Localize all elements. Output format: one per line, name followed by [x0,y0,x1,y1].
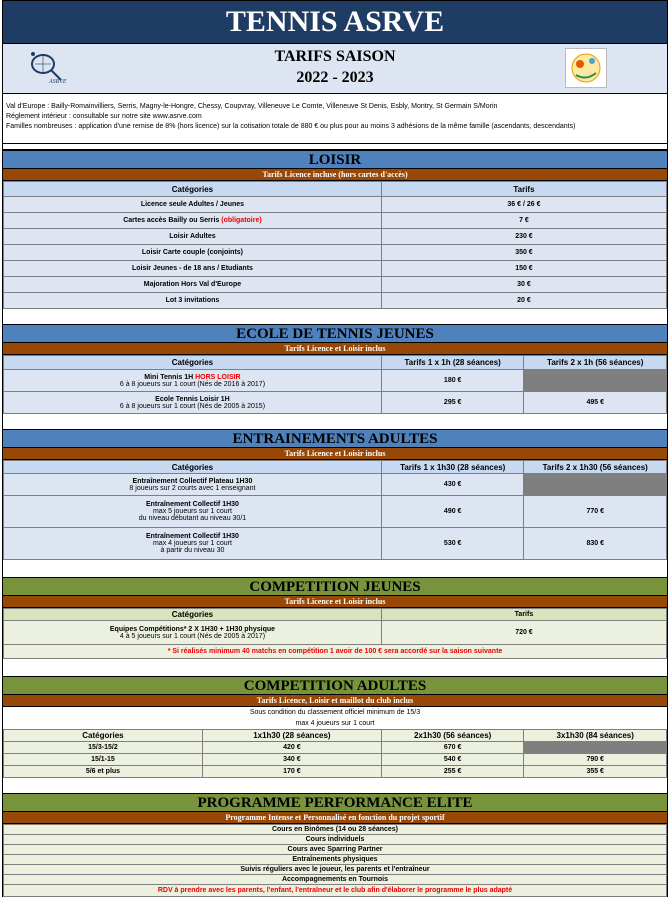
ca-cat: 5/6 et plus [4,765,203,777]
ca-price: 170 € [202,765,381,777]
entr-price: 490 € [381,496,524,528]
ca-cat: 15/1-15 [4,753,203,765]
ecole-col-categories: Catégories [4,356,382,370]
ecole-price-na [524,370,667,392]
section-entrainements-sub: Tarifs Licence et Loisir inclus [3,448,667,460]
cj-col-categories: Catégories [4,609,382,621]
elite-table [3,824,667,897]
ecole-row: Ecole Tennis Loisir 1H 6 à 8 joueurs sur 1 court (Nés de 2005 à 2015) [4,392,382,414]
ca-price: 255 € [381,765,524,777]
cj-col-tarifs: Tarifs [381,609,666,621]
section-ecole-title: ECOLE DE TENNIS JEUNES [3,324,667,343]
club-logo-icon [29,50,69,86]
ca-price: 790 € [524,753,667,765]
tarifs-page [2,0,668,897]
ca-price: 420 € [202,741,381,753]
loisir-price: 7 € [381,213,666,229]
loisir-price: 20 € [381,293,666,309]
section-elite-title: PROGRAMME PERFORMANCE ELITE [3,793,667,812]
entr-col-2x: Tarifs 2 x 1h30 (56 séances) [524,461,667,474]
ca-price: 340 € [202,753,381,765]
entr-col-categories: Catégories [4,461,382,474]
elite-item: Entraînements physiques [4,854,667,864]
ca-col-categories: Catégories [4,729,203,741]
ecole-price: 295 € [381,392,524,414]
ecole-col-1x1h: Tarifs 1 x 1h (28 séances) [381,356,524,370]
ecole-row: Mini Tennis 1H HORS LOISIR 6 à 8 joueurs sur 1 court (Nés de 2016 à 2017) [4,370,382,392]
section-comp-adultes-sub: Tarifs Licence, Loisir et maillot du club inclus [3,695,667,707]
loisir-price: 36 € / 26 € [381,197,666,213]
section-loisir-sub: Tarifs Licence incluse (hors cartes d'accès) [3,169,667,181]
ca-price: 670 € [381,741,524,753]
entrainements-table [3,460,667,560]
ca-players: max 4 joueurs sur 1 court [295,719,375,727]
elite-item: Cours avec Sparring Partner [4,844,667,854]
section-elite-sub: Programme Intense et Personnalisé en fonction du projet sportif [3,812,667,824]
loisir-cat: Lot 3 invitations [4,293,382,309]
section-loisir-title: LOISIR [3,150,667,169]
ca-price: 355 € [524,765,667,777]
ca-price-na [524,741,667,753]
entr-price: 430 € [381,474,524,496]
ca-col-3x: 3x1h30 (84 séances) [524,729,667,741]
entr-col-1x: Tarifs 1 x 1h30 (28 séances) [381,461,524,474]
entr-row: Entraînement Collectif Plateau 1H30 8 joueurs sur 2 courts avec 1 enseignant [4,474,382,496]
ca-cat: 15/3-15/2 [4,741,203,753]
elite-item: Accompagnements en Tournois [4,874,667,884]
season-years: 2022 - 2023 [296,69,374,86]
elite-note: RDV à prendre avec les parents, l'enfant, l'entraîneur et le club afin d'élaborer le programme le plus adapté [4,884,667,896]
subtitle: TARIFS SAISON [274,48,396,65]
cj-row: Equipes Compétitions* 2 X 1H30 + 1H30 physique 4 à 5 joueurs sur 1 court (Nés de 2005 à 2017) [4,621,382,645]
hors-loisir-label: HORS LOISIR [195,373,241,381]
entr-price: 770 € [524,496,667,528]
ca-col-2x: 2x1h30 (56 séances) [381,729,524,741]
page-title: TENNIS ASRVE [3,0,667,44]
section-entrainements-title: ENTRAINEMENTS ADULTES [3,429,667,448]
ecole-col-2x1h: Tarifs 2 x 1h (56 séances) [524,356,667,370]
entr-row: Entraînement Collectif 1H30 max 5 joueurs sur 1 court du niveau débutant au niveau 30/1 [4,496,382,528]
loisir-cat: Loisir Jeunes - de 18 ans / Etudiants [4,261,382,277]
logo-text: ASRVE [49,79,67,85]
cj-price: 720 € [381,621,666,645]
entr-price: 830 € [524,528,667,560]
loisir-cat: Cartes accès Bailly ou Serris (obligatoire) [4,213,382,229]
comp-jeunes-table [3,608,667,659]
ecole-price: 495 € [524,392,667,414]
loisir-table [3,181,667,309]
ca-condition: Sous condition du classement officiel minimum de 15/3 [249,709,421,716]
info-reglement: Réglement intérieur : consultable sur notre site www.asrve.com [6,113,202,120]
cj-note: * Si réalisés minimum 40 matchs en compétition 1 avoir de 100 € sera accordé sur la saison suivante [4,645,667,659]
ca-col-1x: 1x1h30 (28 séances) [202,729,381,741]
loisir-cat: Loisir Carte couple (conjoints) [4,245,382,261]
loisir-col-tarifs: Tarifs [381,182,666,197]
loisir-cat: Majoration Hors Val d'Europe [4,277,382,293]
ecole-price: 180 € [381,370,524,392]
elite-item: Cours individuels [4,834,667,844]
elite-item: Cours en Binômes (14 ou 28 séances) [4,824,667,834]
section-comp-jeunes-sub: Tarifs Licence et Loisir inclus [3,596,667,608]
season-header [3,44,667,94]
loisir-cat: Licence seule Adultes / Jeunes [4,197,382,213]
section-comp-adultes-title: COMPETITION ADULTES [3,676,667,695]
ecole-table [3,355,667,414]
section-comp-jeunes-title: COMPETITION JEUNES [3,577,667,596]
ca-price: 540 € [381,753,524,765]
loisir-price: 350 € [381,245,666,261]
loisir-cat: Loisir Adultes [4,229,382,245]
comp-adultes-table [3,707,667,778]
loisir-price: 30 € [381,277,666,293]
loisir-col-categories: Catégories [4,182,382,197]
info-familles: Familles nombreuses : application d'une remise de 8% (hors licence) sur la cotisation totale de 880 € ou plus pour au moins 3 adhésions de la même famille (ascendants, descendants) [6,123,576,130]
elite-item: Suivis réguliers avec le joueur, les parents et l'entraîneur [4,864,667,874]
entr-row: Entraînement Collectif 1H30 max 4 joueurs sur 1 court à partir du niveau 30 [4,528,382,560]
obligatoire-label: (obligatoire) [221,217,262,224]
section-ecole-sub: Tarifs Licence et Loisir inclus [3,343,667,355]
loisir-price: 150 € [381,261,666,277]
entr-price: 530 € [381,528,524,560]
info-communes: Val d'Europe : Bailly-Romainvilliers, Serris, Magny-le-Hongre, Chessy, Coupvray, Villeneuve Le Comte, Villeneuve St Denis, Esbly, Montry, St Germain S/Morin [6,103,498,110]
info-block [3,94,667,144]
entr-price-na [524,474,667,496]
sport-logo-icon [565,48,607,88]
loisir-price: 230 € [381,229,666,245]
